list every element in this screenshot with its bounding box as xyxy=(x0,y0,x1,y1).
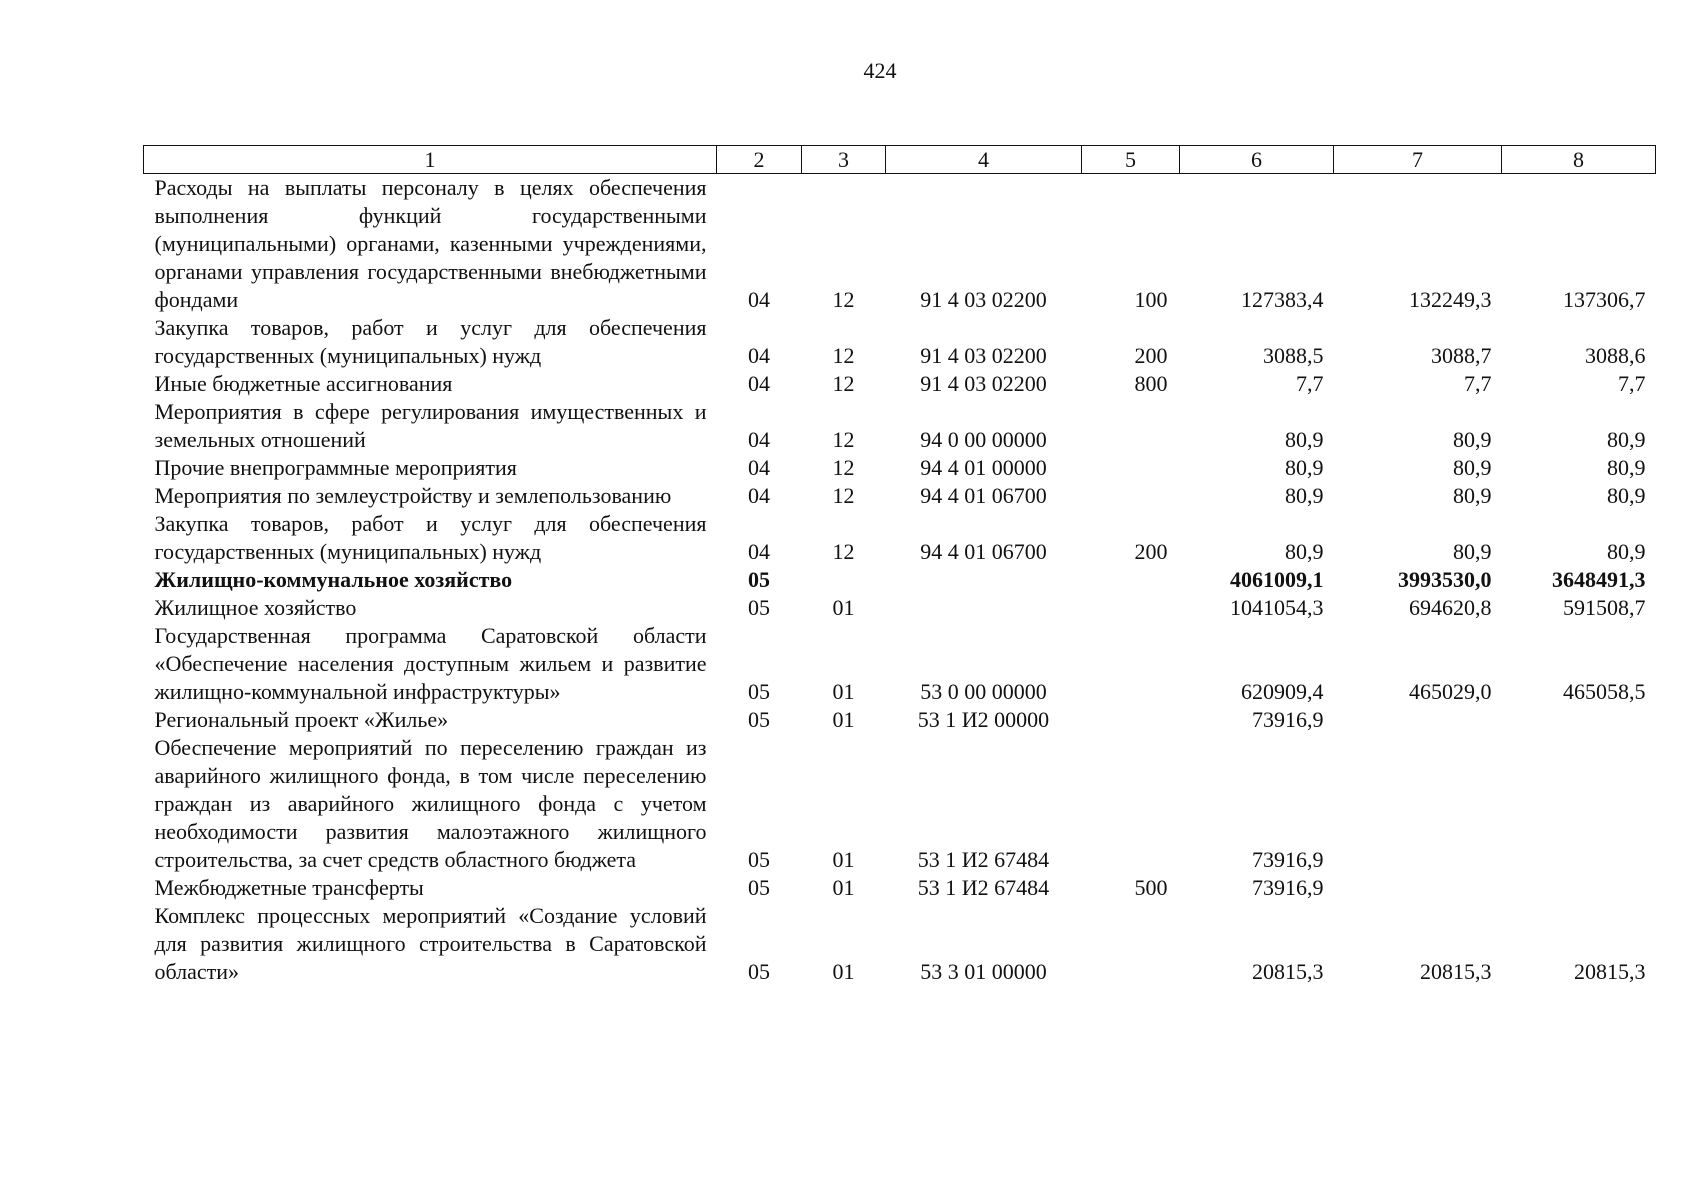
row-expense-type xyxy=(1082,566,1180,594)
row-value-year2 xyxy=(1334,874,1502,902)
row-value-year3: 3648491,3 xyxy=(1552,567,1646,592)
row-value-year1: 4061009,1 xyxy=(1230,567,1324,592)
row-section: 04 xyxy=(748,287,770,312)
column-header: 1 xyxy=(144,146,717,174)
row-value-year3: 80,9 xyxy=(1607,427,1646,452)
row-target-code: 94 4 01 06700 xyxy=(920,483,1047,508)
row-section: 05 xyxy=(748,707,770,732)
row-value-year1: 73916,9 xyxy=(1252,847,1324,872)
row-target-code: 91 4 03 02200 xyxy=(920,343,1047,368)
row-value-year2: 7,7 xyxy=(1464,371,1492,396)
row-value-year3: 80,9 xyxy=(1607,455,1646,480)
column-header: 2 xyxy=(717,146,802,174)
table-row xyxy=(144,706,1656,734)
row-name: Иные бюджетные ассигнования xyxy=(154,371,453,396)
row-value-year1: 73916,9 xyxy=(1252,875,1324,900)
row-value-year2: 465029,0 xyxy=(1409,679,1492,704)
row-value-year1: 80,9 xyxy=(1285,539,1324,564)
row-value-year3: 137306,7 xyxy=(1563,287,1646,312)
row-target-code: 94 4 01 06700 xyxy=(920,539,1047,564)
table-row xyxy=(144,594,1656,622)
row-value-year3: 7,7 xyxy=(1618,371,1646,396)
table-row xyxy=(144,370,1656,398)
row-value-year1: 7,7 xyxy=(1296,371,1324,396)
table-row xyxy=(144,454,1656,482)
row-section: 04 xyxy=(748,483,770,508)
row-value-year2 xyxy=(1334,706,1502,734)
table-row xyxy=(144,902,1656,986)
row-value-year2: 694620,8 xyxy=(1409,595,1492,620)
row-target-code: 53 1 И2 67484 xyxy=(917,847,1050,872)
row-name: Жилищно-коммунальное хозяйство xyxy=(154,567,513,592)
row-value-year3 xyxy=(1502,706,1656,734)
page-number: 424 xyxy=(863,58,897,83)
row-value-year2: 3088,7 xyxy=(1431,343,1492,368)
row-target-code: 94 0 00 00000 xyxy=(920,427,1047,452)
row-section: 05 xyxy=(748,567,770,592)
row-target-code xyxy=(886,566,1082,594)
table-row xyxy=(144,398,1656,454)
row-target-code: 53 1 И2 67484 xyxy=(917,875,1050,900)
row-expense-type: 800 xyxy=(1134,371,1168,396)
column-header: 7 xyxy=(1334,146,1502,174)
row-section: 05 xyxy=(748,847,770,872)
row-value-year3: 80,9 xyxy=(1607,539,1646,564)
row-expense-type: 200 xyxy=(1134,343,1168,368)
row-value-year3: 465058,5 xyxy=(1563,679,1646,704)
row-section: 05 xyxy=(748,959,770,984)
table-row xyxy=(144,734,1656,874)
header-row xyxy=(144,146,1656,174)
row-target-code: 91 4 03 02200 xyxy=(920,371,1047,396)
row-name: Комплекс процессных мероприятий «Создание условий для развития жилищного строительства в Саратовской области» xyxy=(154,903,707,984)
row-expense-type xyxy=(1082,482,1180,510)
row-value-year3: 591508,7 xyxy=(1563,595,1646,620)
row-target-code: 53 3 01 00000 xyxy=(920,959,1047,984)
row-subsection: 01 xyxy=(832,707,855,732)
row-value-year2: 3993530,0 xyxy=(1398,567,1492,592)
row-subsection: 12 xyxy=(832,287,855,312)
row-section: 04 xyxy=(748,455,770,480)
row-value-year2: 20815,3 xyxy=(1420,959,1492,984)
row-expense-type: 100 xyxy=(1134,287,1168,312)
row-subsection: 12 xyxy=(832,427,855,452)
column-header: 4 xyxy=(886,146,1082,174)
row-target-code: 53 0 00 00000 xyxy=(920,679,1047,704)
row-section: 05 xyxy=(748,875,770,900)
row-value-year2: 132249,3 xyxy=(1409,287,1492,312)
row-expense-type xyxy=(1082,454,1180,482)
row-name: Региональный проект «Жилье» xyxy=(154,707,449,732)
row-expense-type xyxy=(1082,594,1180,622)
row-value-year2: 80,9 xyxy=(1453,483,1492,508)
budget-table xyxy=(143,145,1656,986)
row-expense-type: 500 xyxy=(1134,875,1168,900)
row-name: Обеспечение мероприятий по переселению граждан из аварийного жилищного фонда, в том числе переселению граждан из аварийного жилищного фонда с учетом необходимости развития малоэтажного жилищного строительства, за счет средств областного бюджета xyxy=(154,735,707,872)
row-subsection: 01 xyxy=(832,847,855,872)
table-row xyxy=(144,482,1656,510)
table-row xyxy=(144,622,1656,706)
row-value-year1: 80,9 xyxy=(1285,427,1324,452)
row-value-year3 xyxy=(1502,734,1656,874)
row-name: Мероприятия в сфере регулирования имущественных и земельных отношений xyxy=(154,399,707,452)
row-value-year3 xyxy=(1502,874,1656,902)
column-header: 3 xyxy=(802,146,886,174)
column-header: 6 xyxy=(1180,146,1334,174)
row-value-year2: 80,9 xyxy=(1453,455,1492,480)
row-value-year1: 80,9 xyxy=(1285,483,1324,508)
row-expense-type xyxy=(1082,902,1180,986)
row-name: Закупка товаров, работ и услуг для обеспечения государственных (муниципальных) нужд xyxy=(154,315,707,368)
row-value-year1: 1041054,3 xyxy=(1230,595,1324,620)
row-section: 05 xyxy=(748,679,770,704)
row-expense-type xyxy=(1082,706,1180,734)
row-target-code: 91 4 03 02200 xyxy=(920,287,1047,312)
row-subsection: 01 xyxy=(832,679,855,704)
row-subsection: 01 xyxy=(832,875,855,900)
row-section: 04 xyxy=(748,343,770,368)
table-row xyxy=(144,874,1656,902)
row-name: Межбюджетные трансферты xyxy=(154,875,424,900)
row-subsection: 12 xyxy=(832,343,855,368)
row-name: Государственная программа Саратовской области «Обеспечение населения доступным жильем и развитие жилищно-коммунальной инфраструктуры» xyxy=(154,623,707,704)
row-expense-type: 200 xyxy=(1134,539,1168,564)
row-value-year1: 80,9 xyxy=(1285,455,1324,480)
row-expense-type xyxy=(1082,734,1180,874)
row-value-year1: 620909,4 xyxy=(1241,679,1324,704)
row-expense-type xyxy=(1082,622,1180,706)
row-value-year2: 80,9 xyxy=(1453,539,1492,564)
row-name: Закупка товаров, работ и услуг для обеспечения государственных (муниципальных) нужд xyxy=(154,511,707,564)
row-name: Прочие внепрограммные мероприятия xyxy=(154,455,517,480)
column-header: 8 xyxy=(1502,146,1656,174)
row-subsection: 12 xyxy=(832,455,855,480)
row-subsection: 01 xyxy=(832,959,855,984)
row-value-year1: 3088,5 xyxy=(1263,343,1324,368)
row-section: 04 xyxy=(748,427,770,452)
row-section: 04 xyxy=(748,539,770,564)
row-value-year3: 3088,6 xyxy=(1585,343,1646,368)
column-header: 5 xyxy=(1082,146,1180,174)
row-value-year2 xyxy=(1334,734,1502,874)
row-value-year3: 80,9 xyxy=(1607,483,1646,508)
table-body xyxy=(144,174,1656,987)
row-subsection: 01 xyxy=(832,595,855,620)
row-target-code: 94 4 01 00000 xyxy=(920,455,1047,480)
row-name: Мероприятия по землеустройству и землепользованию xyxy=(154,483,672,508)
row-target-code xyxy=(886,594,1082,622)
row-value-year1: 127383,4 xyxy=(1241,287,1324,312)
table-row xyxy=(144,510,1656,566)
row-subsection: 12 xyxy=(832,371,855,396)
row-value-year1: 73916,9 xyxy=(1252,707,1324,732)
table-row xyxy=(144,174,1656,315)
table-row xyxy=(144,314,1656,370)
row-name: Жилищное хозяйство xyxy=(154,595,357,620)
row-section: 04 xyxy=(748,371,770,396)
row-value-year1: 20815,3 xyxy=(1252,959,1324,984)
row-section: 05 xyxy=(748,595,770,620)
row-subsection xyxy=(802,566,886,594)
row-subsection: 12 xyxy=(832,483,855,508)
row-value-year2: 80,9 xyxy=(1453,427,1492,452)
row-value-year3: 20815,3 xyxy=(1574,959,1646,984)
row-subsection: 12 xyxy=(832,539,855,564)
row-expense-type xyxy=(1082,398,1180,454)
row-name: Расходы на выплаты персоналу в целях обеспечения выполнения функций государственными (муниципальными) органами, казенными учреждениями, органами управления государственными внебюджетными фондами xyxy=(154,175,707,312)
table-row xyxy=(144,566,1656,594)
row-target-code: 53 1 И2 00000 xyxy=(917,707,1050,732)
